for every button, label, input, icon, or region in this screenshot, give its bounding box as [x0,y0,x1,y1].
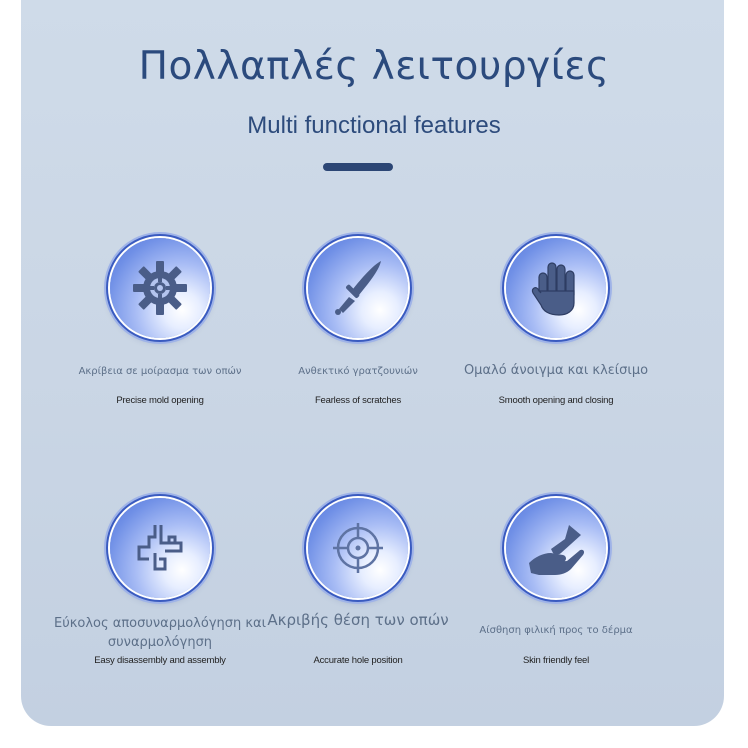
feature-label-greek: Ανθεκτικό γρατζουνιών [298,366,418,377]
feature-label-greek: Ακριβής θέση των οπών [267,611,449,629]
feature-icon-circle [308,238,408,338]
knife-icon [323,253,393,323]
feature-icon-circle [506,498,606,598]
gear-icon [125,253,195,323]
feature-label-english: Accurate hole position [313,655,403,666]
feature-label-greek: Αίσθηση φιλική προς το δέρμα [479,625,633,636]
hand-icon [521,253,591,323]
feature-label-greek: Ομαλό άνοιγμα και κλείσιμο [463,363,649,378]
feature-icon-circle [308,498,408,598]
feature-label-english: Skin friendly feel [522,655,590,666]
open-hand-icon [521,513,591,583]
feature-icon-circle [506,238,606,338]
feature-label-english: Fearless of scratches [314,395,402,406]
puzzle-icon [125,513,195,583]
crosshair-icon [323,513,393,583]
page-subtitle: Multi functional features [247,112,501,139]
title-divider [323,163,393,171]
feature-label-english: Precise mold opening [116,395,204,406]
page-title: Πολλαπλές λειτουργίες [138,44,610,89]
feature-label-greek: Εύκολος αποσυναρμολόγηση και συναρμολόγηση [54,616,266,650]
feature-label-greek: Ακρίβεια σε μοίρασμα των οπών [78,366,242,377]
feature-icon-circle [110,498,210,598]
feature-label-english: Easy disassembly and assembly [94,655,226,666]
feature-icon-circle [110,238,210,338]
feature-label-english: Smooth opening and closing [498,395,614,406]
